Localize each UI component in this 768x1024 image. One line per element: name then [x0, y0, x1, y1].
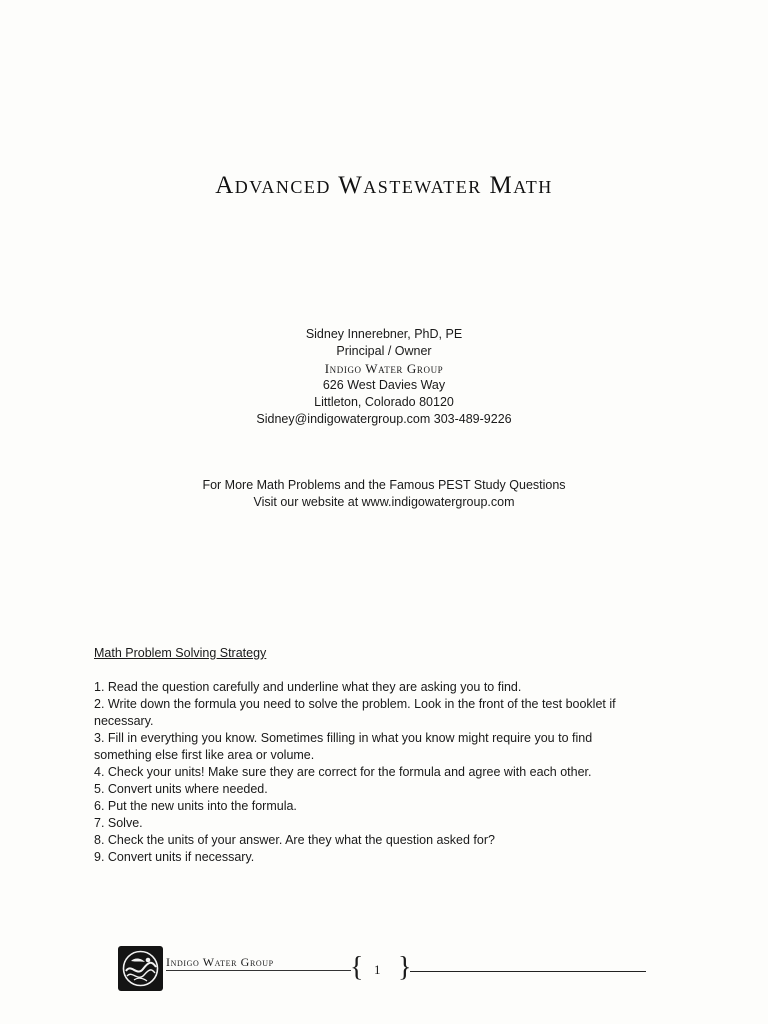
- promo-line-1: For More Math Problems and the Famous PEST Study Questions: [202, 478, 566, 492]
- strategy-section: [94, 645, 639, 866]
- street-address: 626 West Davies Way: [322, 378, 446, 392]
- strategy-step: 4. Check your units! Make sure they are correct for the formula and agree with each other.: [94, 765, 592, 779]
- strategy-step: 9. Convert units if necessary.: [94, 850, 255, 864]
- footer-organization: Indigo Water Group: [166, 955, 274, 969]
- city-address: Littleton, Colorado 80120: [314, 395, 454, 409]
- strategy-step: 2. Write down the formula you need to solve the problem. Look in the front of the test booklet if necessary.: [94, 697, 616, 728]
- strategy-step: 8. Check the units of your answer. Are they what the question asked for?: [94, 833, 495, 847]
- strategy-step: 6. Put the new units into the formula.: [94, 799, 297, 813]
- document-title: Advanced Wastewater Math: [215, 172, 553, 199]
- promo-line-2: Visit our website at www.indigowatergroup.com: [253, 495, 515, 509]
- author-name: Sidney Innerebner, PhD, PE: [305, 327, 463, 341]
- footer-rule: [410, 971, 646, 972]
- organization-name: Indigo Water Group: [324, 361, 444, 376]
- promo-block: [0, 477, 768, 511]
- strategy-step: 3. Fill in everything you know. Sometimes filling in what you know might require you to find something else first like area or volume.: [94, 731, 593, 762]
- page-footer: [118, 946, 648, 996]
- contact-block: [0, 326, 768, 428]
- strategy-heading: Math Problem Solving Strategy: [94, 646, 267, 660]
- right-brace-icon: }: [398, 952, 412, 983]
- strategy-step: 1. Read the question carefully and underline what they are asking you to find.: [94, 680, 522, 694]
- footer-divider: [166, 970, 351, 971]
- left-brace-icon: {: [350, 952, 364, 983]
- strategy-step: 5. Convert units where needed.: [94, 782, 268, 796]
- email-phone: Sidney@indigowatergroup.com 303-489-9226: [256, 412, 512, 426]
- strategy-list: [94, 679, 639, 866]
- author-role: Principal / Owner: [336, 344, 432, 358]
- indigo-water-group-logo-icon: [118, 946, 163, 991]
- page-number: 1: [374, 962, 381, 977]
- strategy-step: 7. Solve.: [94, 816, 143, 830]
